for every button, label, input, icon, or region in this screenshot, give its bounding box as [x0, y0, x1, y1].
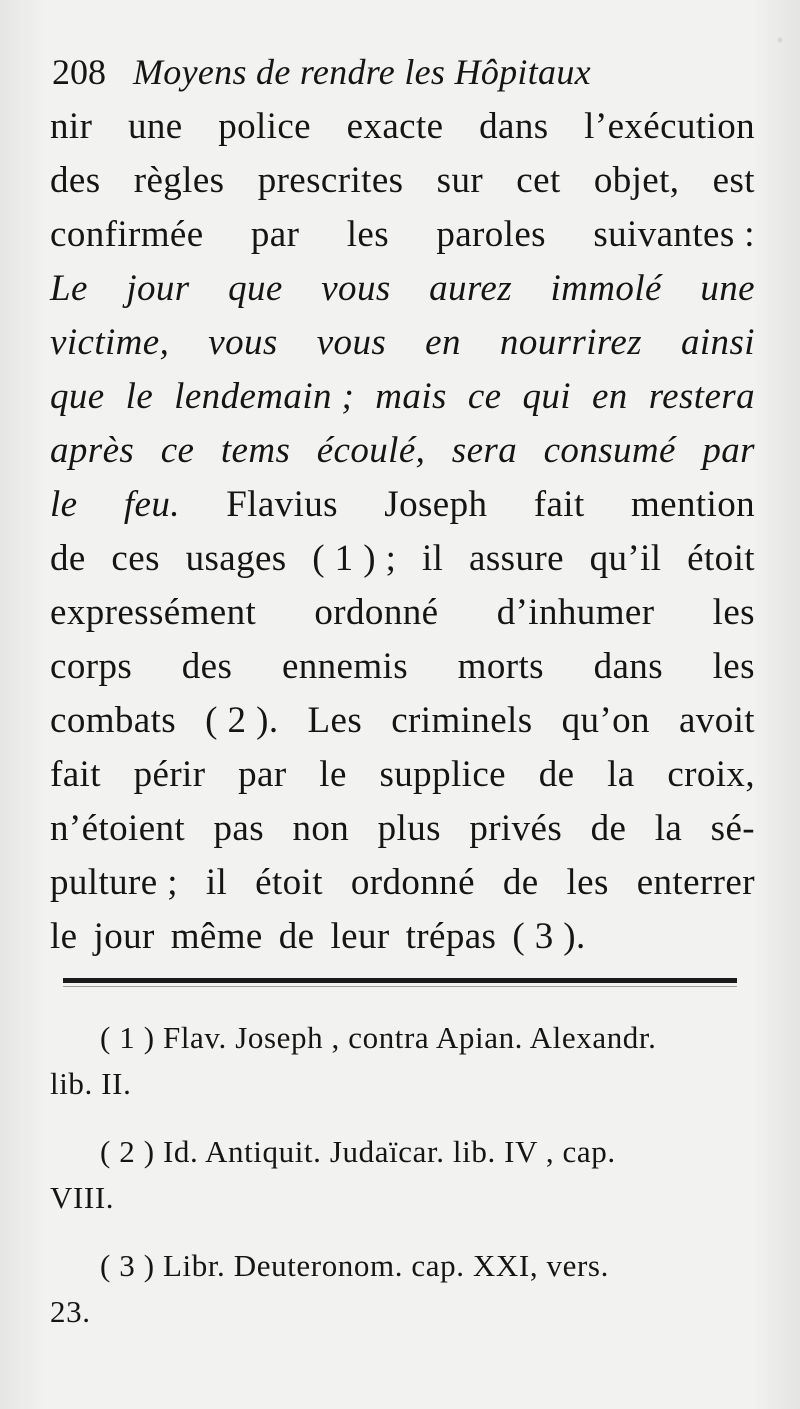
page-header — [52, 46, 752, 98]
word: restera — [648, 376, 755, 417]
word: usages — [185, 538, 287, 579]
word: assure — [469, 538, 564, 579]
word: de — [278, 916, 315, 957]
word: non — [292, 808, 350, 849]
word: expressément — [50, 592, 257, 633]
body-text — [50, 100, 755, 964]
word: aurez — [429, 268, 512, 309]
word: pulture ; — [50, 862, 178, 903]
word: ordonné — [350, 862, 475, 903]
word: une — [127, 106, 183, 147]
word: de — [502, 862, 539, 903]
word: des — [181, 646, 233, 687]
word: règles — [133, 160, 225, 201]
text-line — [50, 478, 755, 532]
word: tems — [220, 430, 291, 471]
word: paroles — [436, 214, 546, 255]
word: les — [566, 862, 609, 903]
word: nourrirez — [499, 322, 642, 363]
word: étoit — [255, 862, 323, 903]
word: que — [228, 268, 283, 309]
word: le — [50, 916, 78, 957]
word: pas — [213, 808, 265, 849]
word: consumé — [543, 430, 676, 471]
word: nir — [50, 106, 93, 147]
text-line — [50, 154, 755, 208]
text-line — [50, 262, 755, 316]
word: le — [50, 484, 78, 525]
word: ce — [467, 376, 502, 417]
text-line — [50, 856, 755, 910]
word: confirmée — [50, 214, 204, 255]
word: Les — [307, 700, 363, 741]
footnote-line: VIII. — [50, 1180, 115, 1215]
word: même — [170, 916, 263, 957]
word: n’étoient — [50, 808, 186, 849]
text-line — [50, 316, 755, 370]
footnotes — [50, 1015, 755, 1357]
word: en — [425, 322, 461, 363]
text-line — [50, 532, 755, 586]
word: les — [346, 214, 389, 255]
word: croix, — [667, 754, 755, 795]
text-line — [50, 802, 755, 856]
word: qu’il — [589, 538, 662, 579]
word: il — [421, 538, 444, 579]
footnote-line: ( 3 ) Libr. Deuteronom. cap. XXI, vers. — [100, 1248, 609, 1283]
word: des — [50, 160, 101, 201]
word: dans — [479, 106, 549, 147]
word: sé- — [710, 808, 755, 849]
footnote — [50, 1243, 755, 1335]
word: mention — [630, 484, 755, 525]
word: par — [702, 430, 755, 471]
word: ( 3 ). — [512, 916, 586, 957]
word: feu. — [123, 484, 180, 525]
word: corps — [50, 646, 133, 687]
word: Flavius — [226, 484, 338, 525]
running-title: Moyens de rendre les Hôpitaux — [133, 52, 591, 92]
word: qu’on — [561, 700, 650, 741]
word: écoulé, — [316, 430, 426, 471]
word: victime, — [50, 322, 170, 363]
word: leur — [330, 916, 390, 957]
word: vous — [321, 268, 391, 309]
word: ordonné — [314, 592, 439, 633]
word: fait — [50, 754, 101, 795]
word: ainsi — [680, 322, 755, 363]
word: sur — [436, 160, 484, 201]
word: lendemain ; — [174, 376, 355, 417]
text-line — [50, 424, 755, 478]
footnote-line: ( 1 ) Flav. Joseph , contra Apian. Alexandr. — [100, 1020, 657, 1055]
word: de — [590, 808, 627, 849]
word: le — [125, 376, 154, 417]
word: ce — [160, 430, 195, 471]
word: plus — [377, 808, 441, 849]
word: périr — [133, 754, 206, 795]
text-line — [50, 910, 755, 964]
footnote-line: ( 2 ) Id. Antiquit. Judaïcar. lib. IV , cap. — [100, 1134, 616, 1169]
word: suivantes : — [593, 214, 755, 255]
word: vous — [208, 322, 278, 363]
footnote — [50, 1129, 755, 1221]
word: criminels — [391, 700, 533, 741]
word: la — [607, 754, 635, 795]
word: qui — [522, 376, 571, 417]
word: le — [319, 754, 347, 795]
word: par — [238, 754, 287, 795]
word: que — [50, 376, 105, 417]
word: sera — [451, 430, 518, 471]
word: combats — [50, 700, 177, 741]
word: ( 2 ). — [205, 700, 279, 741]
word: ces — [111, 538, 160, 579]
footnote-line: lib. II. — [50, 1066, 132, 1101]
word: de — [538, 754, 575, 795]
text-line — [50, 208, 755, 262]
word: jour — [93, 916, 155, 957]
text-line — [50, 640, 755, 694]
word: objet, — [593, 160, 680, 201]
word: immolé — [550, 268, 662, 309]
word: avoit — [678, 700, 755, 741]
word: ennemis — [281, 646, 409, 687]
word: vous — [316, 322, 387, 363]
word: l’exécution — [584, 106, 755, 147]
word: en — [591, 376, 628, 417]
text-line — [50, 748, 755, 802]
word: il — [205, 862, 228, 903]
word: prescrites — [257, 160, 404, 201]
text-line — [50, 586, 755, 640]
word: après — [50, 430, 135, 471]
word: Joseph — [384, 484, 488, 525]
word: enterrer — [636, 862, 755, 903]
word: la — [654, 808, 683, 849]
word: privés — [469, 808, 563, 849]
word: trépas — [405, 916, 497, 957]
footnote-rule — [63, 978, 737, 983]
text-line — [50, 100, 755, 154]
word: exacte — [346, 106, 444, 147]
word: mais — [375, 376, 447, 417]
word: cet — [516, 160, 561, 201]
word: Le — [50, 268, 88, 309]
word: supplice — [379, 754, 506, 795]
word: d’inhumer — [496, 592, 655, 633]
word: ( 1 ) ; — [312, 538, 397, 579]
text-line — [50, 694, 755, 748]
word: les — [712, 592, 755, 633]
word: police — [218, 106, 311, 147]
page-number: 208 — [52, 52, 106, 92]
word: par — [250, 214, 300, 255]
word: les — [712, 646, 755, 687]
word: est — [712, 160, 755, 201]
word: jour — [126, 268, 190, 309]
footnote-line: 23. — [50, 1294, 91, 1329]
word: de — [50, 538, 86, 579]
word: une — [700, 268, 755, 309]
text-line — [50, 370, 755, 424]
word: fait — [533, 484, 585, 525]
footnote — [50, 1015, 755, 1107]
word: dans — [593, 646, 663, 687]
word: morts — [457, 646, 544, 687]
word: étoit — [687, 538, 755, 579]
